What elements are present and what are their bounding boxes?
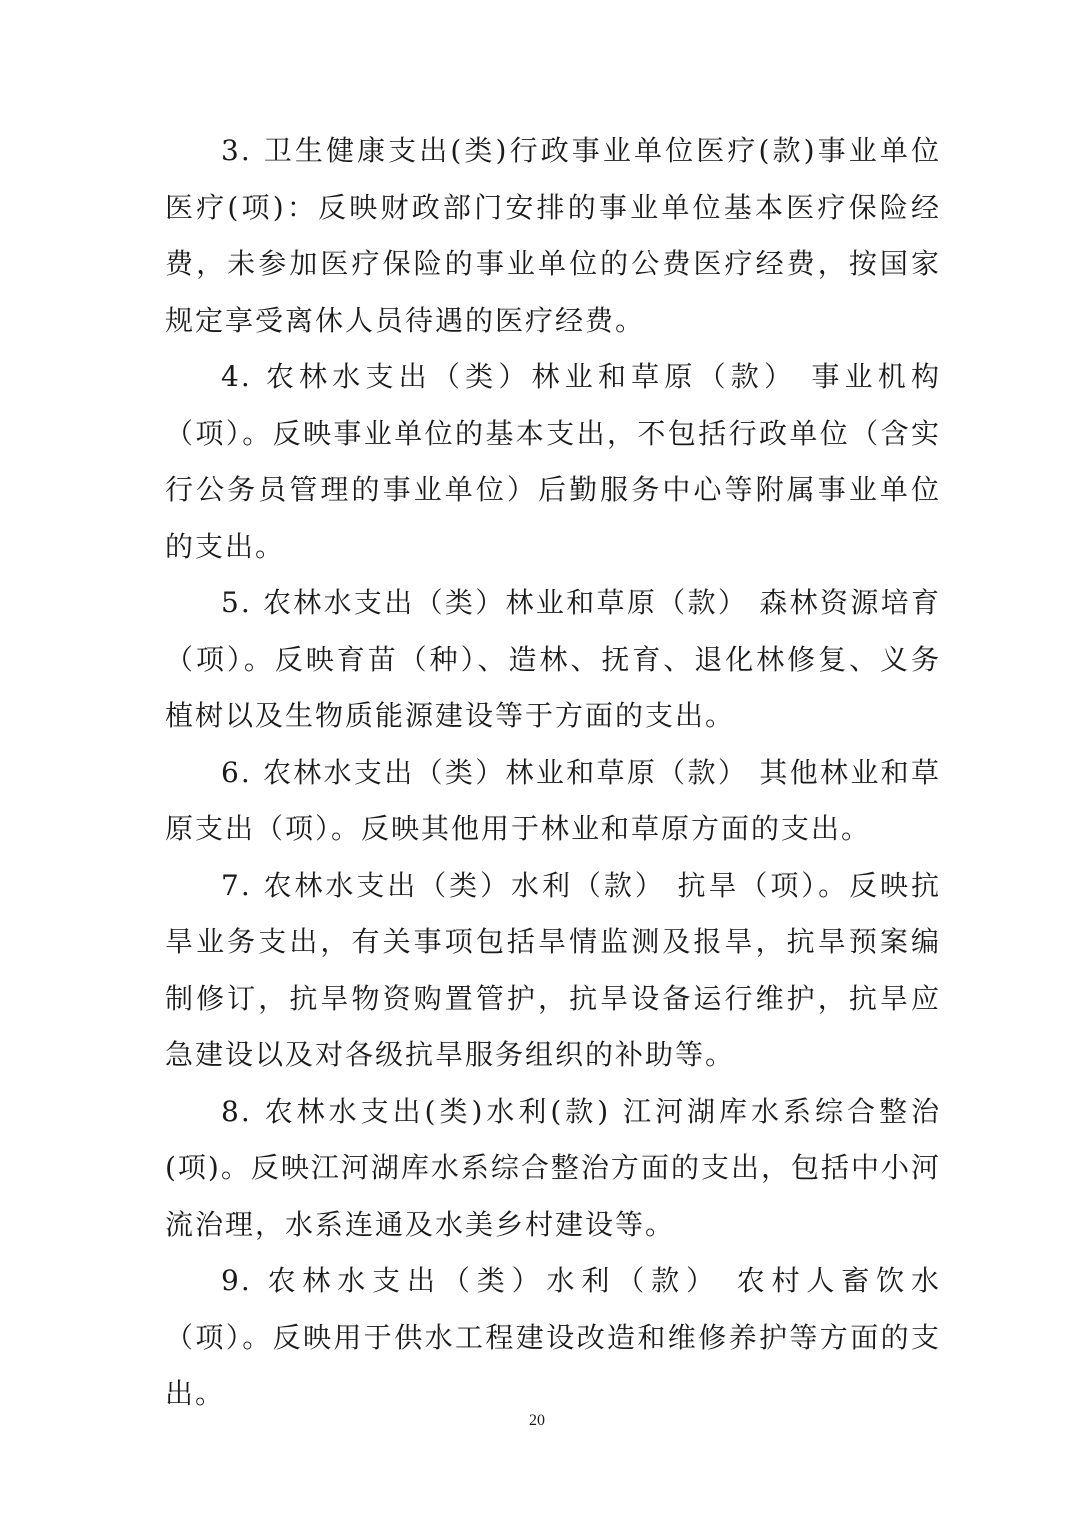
paragraph-item-4: 4. 农林水支出（类）林业和草原（款） 事业机构（项）。反映事业单位的基本支出，不包括行政单位（含实行公务员管理的事业单位）后勤服务中心等附属事业单位的支出。: [165, 360, 941, 563]
paragraph-item-6: 6. 农林水支出（类）林业和草原（款） 其他林业和草原支出（项）。反映其他用于林业和草原方面的支出。: [165, 755, 941, 845]
paragraph-item-8: 8. 农林水支出(类)水利(款) 江河湖库水系综合整治(项)。反映江河湖库水系综合整治方面的支出，包括中小河流治理，水系连通及水美乡村建设等。: [165, 1094, 941, 1241]
document-body: [165, 123, 941, 1423]
paragraph-item-7: 7. 农林水支出（类）水利（款） 抗旱（项）。反映抗旱业务支出，有关事项包括旱情监测及报旱，抗旱预案编制修订，抗旱物资购置管护，抗旱设备运行维护，抗旱应急建设以及对各级抗旱服务组织的补助等。: [165, 868, 941, 1071]
paragraph-item-5: 5. 农林水支出（类）林业和草原（款） 森林资源培育（项）。反映育苗（种）、造林、抚育、退化林修复、义务植树以及生物质能源建设等于方面的支出。: [165, 586, 941, 732]
paragraph-item-9: 9. 农林水支出（类）水利（款） 农村人畜饮水（项）。反映用于供水工程建设改造和维修养护等方面的支出。: [165, 1264, 941, 1410]
paragraph-item-3: 3. 卫生健康支出(类)行政事业单位医疗(款)事业单位医疗(项)：反映财政部门安排的事业单位基本医疗保险经费，未参加医疗保险的事业单位的公费医疗经费，按国家规定享受离休人员待遇的医疗经费。: [165, 134, 941, 337]
page-number: 20: [529, 1412, 545, 1429]
